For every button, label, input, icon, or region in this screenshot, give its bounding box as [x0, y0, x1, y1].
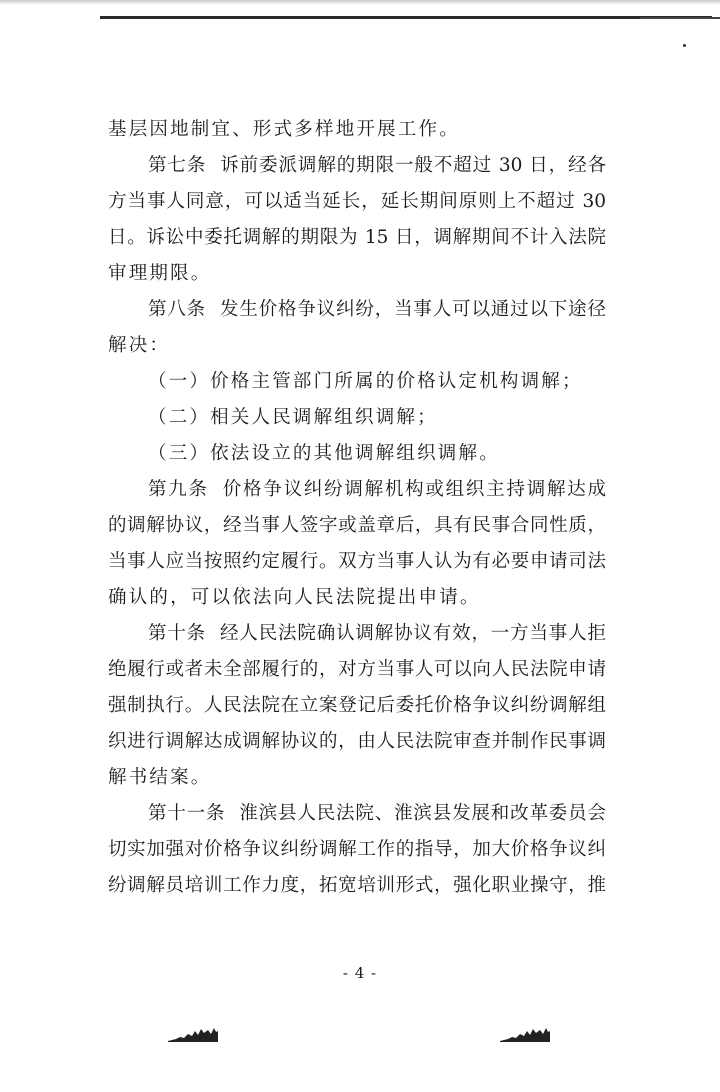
list-item: [108, 400, 606, 436]
text-line: [108, 724, 606, 760]
page-number: - 4 -: [342, 964, 378, 982]
article-title: 第八条: [148, 299, 207, 320]
line-text: 纷调解员培训工作力度，拓宽培训形式，强化职业操守，推: [108, 875, 606, 896]
scan-top-edge: [0, 0, 720, 5]
line-text: 淮滨县人民法院、淮滨县发展和改革委员会: [239, 803, 606, 824]
article-title: 第九条: [148, 479, 209, 500]
text-line: [108, 184, 606, 220]
text-line: [108, 328, 606, 364]
document-body: [108, 112, 606, 904]
article-line: [108, 616, 606, 652]
line-text: 切实加强对价格争议纠纷调解工作的指导，加大价格争议纠: [108, 839, 606, 860]
line-text: 当事人应当按照约定履行。双方当事人认为有必要申请司法: [108, 551, 606, 572]
text-line: [108, 832, 606, 868]
text-line: [108, 220, 606, 256]
line-text: 确认的，可以依法向人民法院提出申请。: [108, 587, 481, 608]
line-text: 解决：: [108, 335, 171, 356]
list-item-text: 依法设立的其他调解组织调解。: [210, 443, 500, 464]
text-line: [108, 112, 606, 148]
list-item-marker: （一）: [148, 371, 211, 392]
scan-border-line: [100, 16, 712, 19]
text-line: [108, 868, 606, 904]
text-line: [108, 580, 606, 616]
text-line: [108, 760, 606, 796]
scan-border-line-right: [640, 17, 720, 19]
article-line: [108, 796, 606, 832]
text-line: [108, 508, 606, 544]
list-item-marker: （二）: [148, 407, 211, 428]
article-title: 第十一条: [148, 803, 226, 824]
list-item-marker: （三）: [148, 443, 211, 464]
line-text: 价格争议纠纷调解机构或组织主持调解达成: [222, 479, 606, 500]
line-text: 解书结案。: [108, 767, 212, 788]
article-title: 第十条: [148, 623, 207, 644]
text-line: [108, 544, 606, 580]
list-item: [108, 436, 606, 472]
scan-speck: [683, 44, 686, 47]
text-line: [108, 652, 606, 688]
line-text: 发生价格争议纠纷，当事人可以通过以下途径: [220, 299, 606, 320]
line-text: 织进行调解达成调解协议的，由人民法院审查并制作民事调: [108, 731, 606, 752]
text-line: [108, 256, 606, 292]
line-text: 强制执行。人民法院在立案登记后委托价格争议纠纷调解组: [108, 695, 606, 716]
line-text: 基层因地制宜、形式多样地开展工作。: [108, 119, 460, 140]
list-item-text: 价格主管部门所属的价格认定机构调解；: [210, 371, 583, 392]
list-item: [108, 364, 606, 400]
line-text: 方当事人同意，可以适当延长，延长期间原则上不超过 30: [108, 191, 606, 212]
binding-mark-icon: [500, 1028, 550, 1042]
line-text: 的调解协议，经当事人签字或盖章后，具有民事合同性质，: [108, 515, 606, 536]
text-line: [108, 688, 606, 724]
article-line: [108, 148, 606, 184]
line-text: 绝履行或者未全部履行的，对方当事人可以向人民法院申请: [108, 659, 606, 680]
line-text: 诉前委派调解的期限一般不超过 30 日，经各: [220, 155, 606, 176]
article-line: [108, 472, 606, 508]
article-line: [108, 292, 606, 328]
list-item-text: 相关人民调解组织调解；: [210, 407, 438, 428]
binding-mark-icon: [168, 1028, 218, 1042]
line-text: 审理期限。: [108, 263, 212, 284]
line-text: 经人民法院确认调解协议有效，一方当事人拒: [220, 623, 606, 644]
article-title: 第七条: [148, 155, 207, 176]
line-text: 日。诉讼中委托调解的期限为 15 日，调解期间不计入法院: [108, 227, 606, 248]
